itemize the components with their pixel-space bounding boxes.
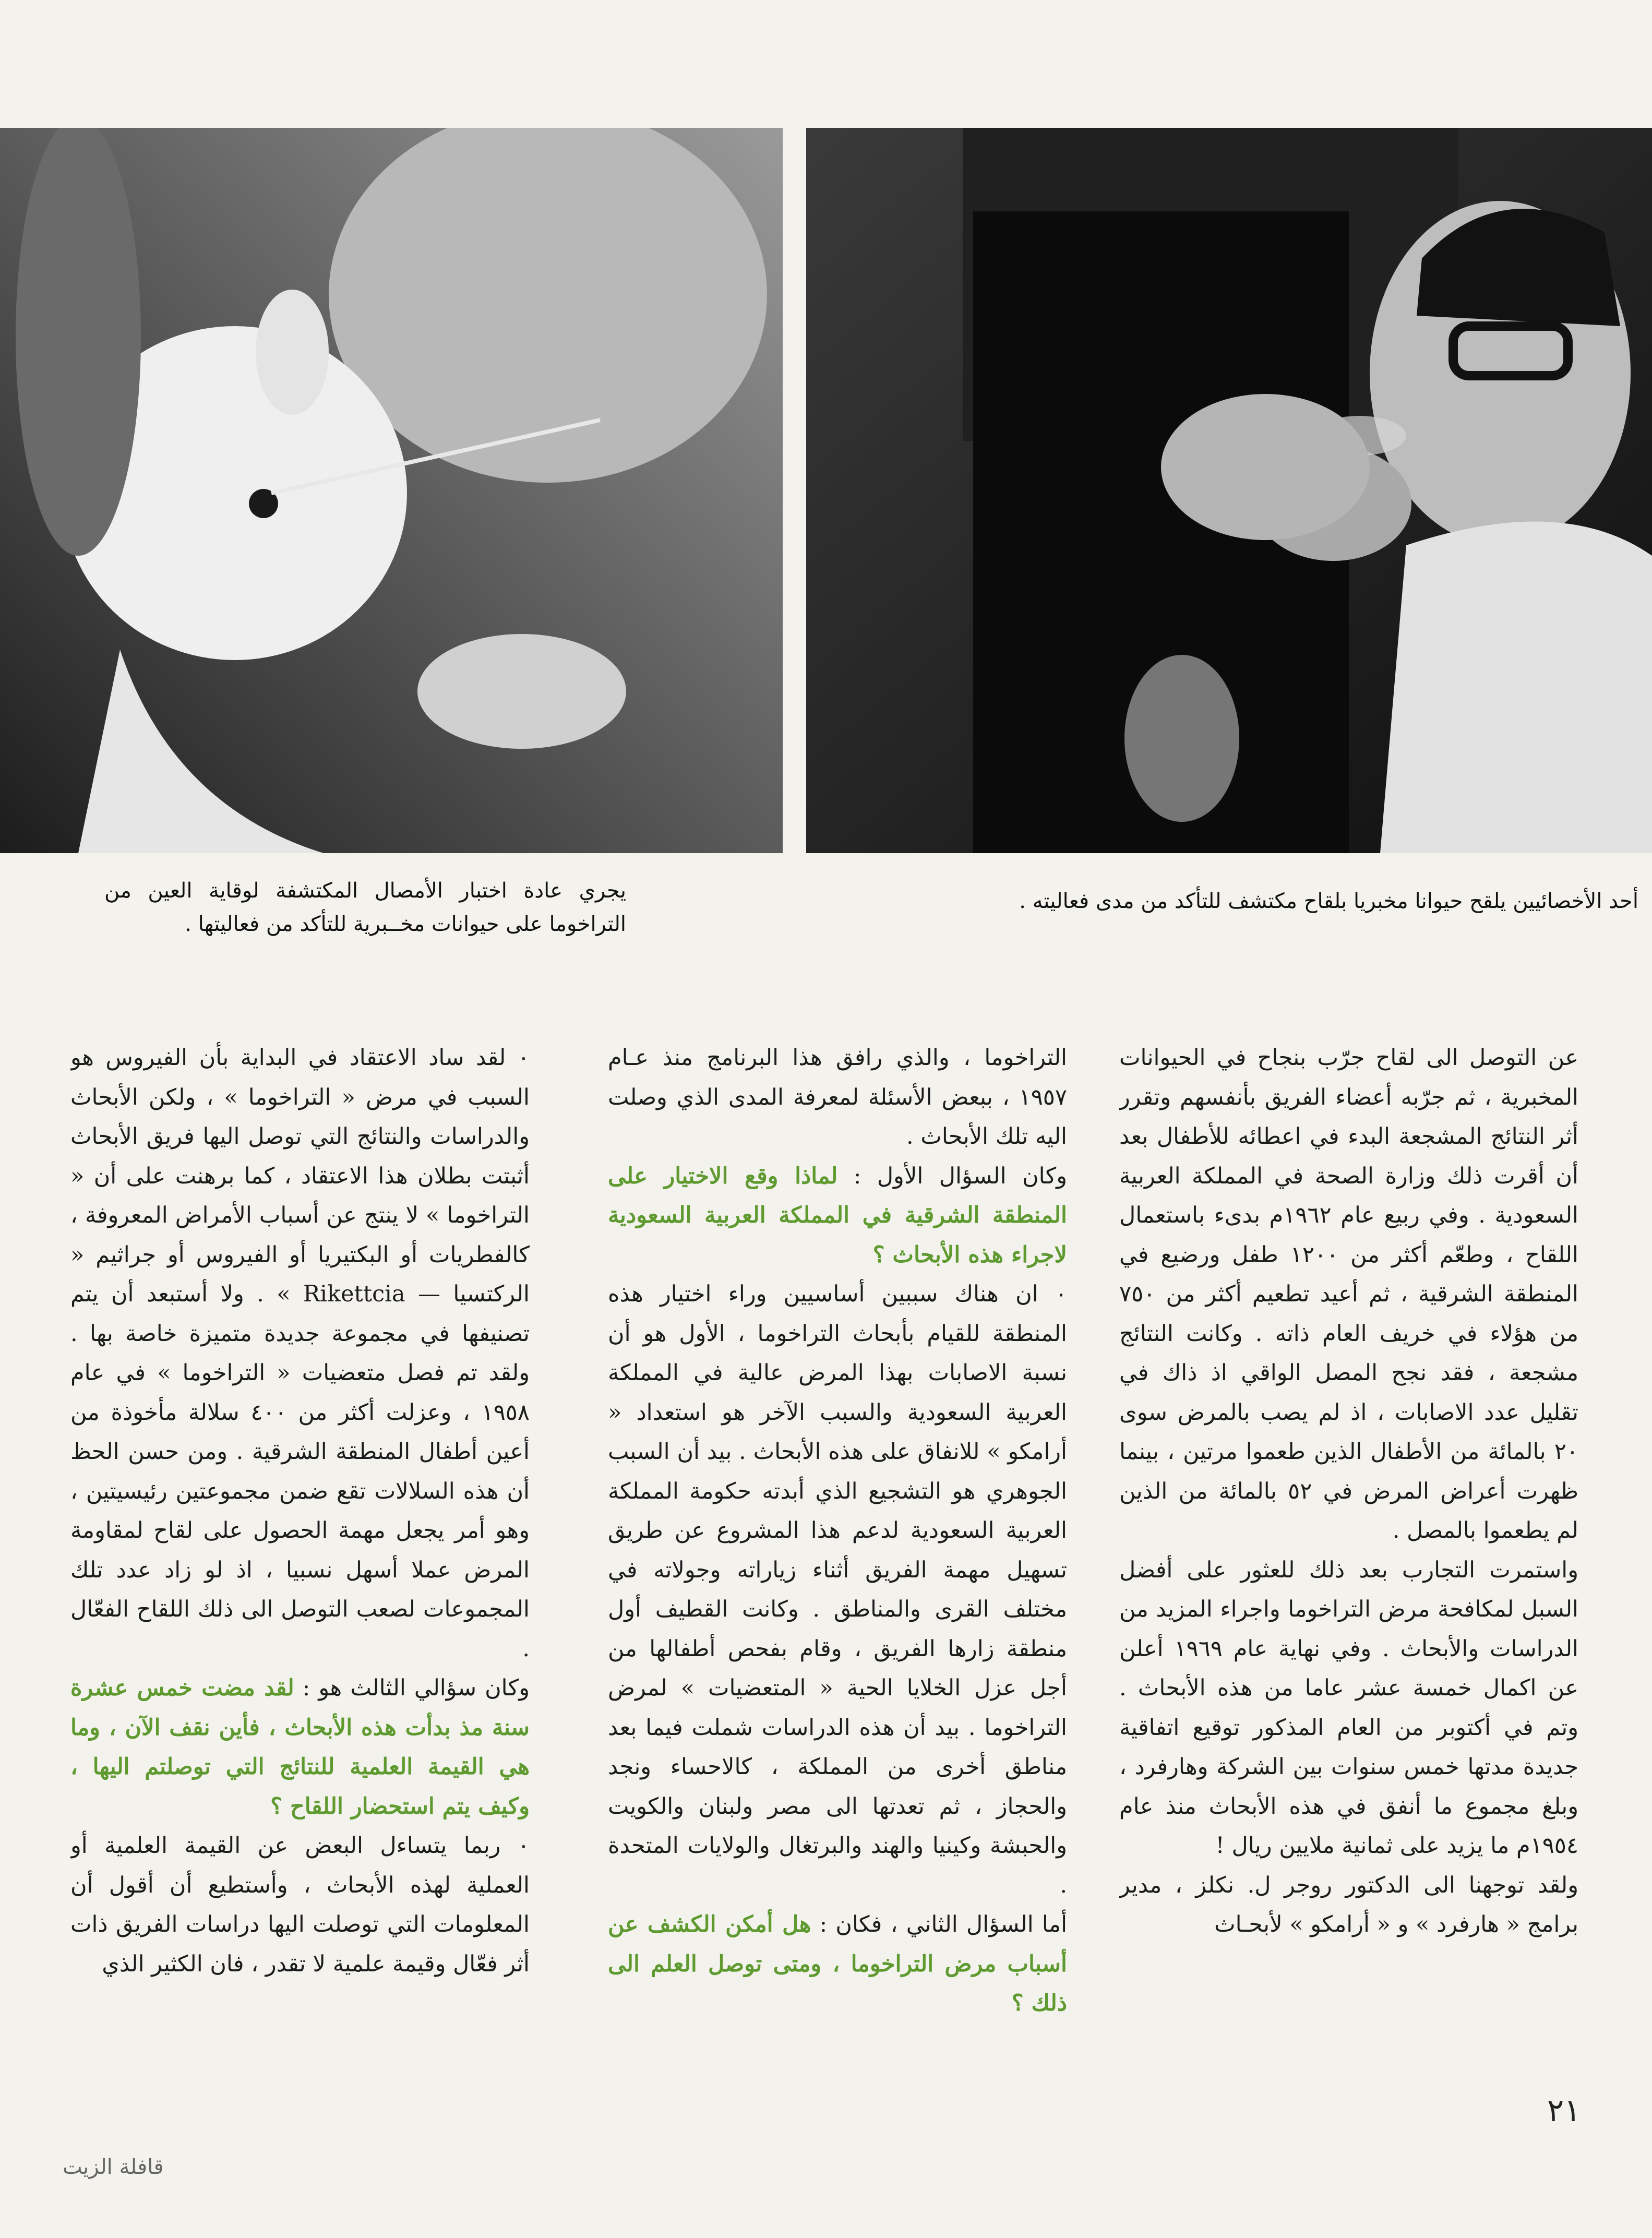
paragraph: ٠ لقد ساد الاعتقاد في البداية بأن الفيروس هو السبب في مرض « التراخوما » ، ولكن الأبحاث والدراسات والنتائج التي توصل اليها فريق الأبحاث أثبتت بطلان هذا الاعتقاد ، كما برهنت على أن « التراخوما » لا ينتج عن أسباب الأمراض المعروفة ، كالفطريات أو البكتيريا أو الفيروس أو جراثيم « الركتسيا — Rikettcia » . ولا أستبعد أن يتم تصنيفها في مجموعة جديدة متميزة خاصة بها . ولقد تم فصل متعضيات « التراخوما » في عام ١٩٥٨ ، وعزلت أكثر من ٤٠٠ سلالة مأخوذة من أعين أطفال المنطقة الشرقية . ومن حسن الحظ أن هذه السلالات تقع ضمن مجموعتين رئيسيتين ، وهو أمر يجعل مهمة الحصول على لقاح لمقاومة المرض عملا أسهل نسبيا ، اذ لو زاد عدد تلك المجموعات لصعب التوصل الى ذلك اللقاح الفعّال . [70, 1045, 530, 1662]
paragraph: ولقد توجهنا الى الدكتور روجر ل. نكلز ، مدير برامج « هارفرد » و « أرامكو » لأبحـاث [1119, 1872, 1578, 1937]
question-1: لماذا وقع الاختيار على المنطقة الشرقية في المملكة العربية السعودية لاجراء هذه الأبحاث ؟ [608, 1163, 1067, 1268]
article-column-2 [608, 1038, 1067, 2045]
question-intro: وكان السؤال الأول : [853, 1163, 1067, 1189]
page-number: ٢١ [1547, 2092, 1581, 2129]
question-intro: أما السؤال الثاني ، فكان : [819, 1911, 1067, 1937]
photo-caption-left: يجري عادة اختبار الأمصال المكتشفة لوقاية العين من التراخوما على حيوانات مخــبرية للتأكد من فعاليتها . [104, 879, 626, 936]
photo-scientist-injecting-animal [806, 128, 1652, 853]
photo-animal-image [0, 128, 783, 853]
paragraph: ٠ ربما يتساءل البعض عن القيمة العلمية أو العملية لهذه الأبحاث ، وأستطيع أن أقول أن المعلومات التي توصلت اليها دراسات الفريق ذات أثر فعّال وقيمة علمية لا تقدر ، فان الكثير الذي [70, 1833, 530, 1977]
photo-scientist-image [806, 128, 1652, 853]
paragraph: عن التوصل الى لقاح جرّب بنجاح في الحيوانات المخبرية ، ثم جرّبه أعضاء الفريق بأنفسهم وتقرر أثر النتائج المشجعة البدء في اعطائه للأطفال بعد أن أقرت ذلك وزارة الصحة في المملكة العربية السعودية . وفي ربيع عام ١٩٦٢م بدىء باستعمال اللقاح ، وطعّم أكثر من ١٢٠٠ طفل ورضيع في المنطقة الشرقية ، ثم أعيد تطعيم أكثر من ٧٥٠ من هؤلاء في خريف العام ذاته . وكانت النتائج مشجعة ، فقد نجح المصل الواقي اذ ذاك في تقليل عدد الاصابات ، اذ لم يصب بالمرض سوى ٢٠ بالمائة من الأطفال الذين طعموا مرتين ، بينما ظهرت أعراض المرض في ٥٢ بالمائة من الذين لم يطعموا بالمصل . [1119, 1045, 1578, 1543]
question-intro: وكان سؤالي الثالث هو : [302, 1675, 530, 1701]
paragraph: التراخوما ، والذي رافق هذا البرنامج منذ عـام ١٩٥٧ ، ببعض الأسئلة لمعرفة المدى الذي وصلت اليه تلك الأبحاث . [608, 1045, 1067, 1150]
photo-caption-right: أحد الأخصائيين يلقح حيوانا مخبريا بلقاح مكتشف للتأكد من مدى فعاليته . [1019, 889, 1638, 913]
question-2: هل أمكن الكشف عن أسباب مرض التراخوما ، ومتى توصل العلم الى ذلك ؟ [608, 1911, 1067, 2016]
article-column-3 [70, 1038, 530, 2045]
question-paragraph [608, 1905, 1067, 2024]
paragraph: واستمرت التجارب بعد ذلك للعثور على أفضل السبل لمكافحة مرض التراخوما واجراء المزيد من الدراسات والأبحاث . وفي نهاية عام ١٩٦٩ أعلن عن اكمال خمسة عشر عاما من هذه الأبحاث . وتم في أكتوبر من العام المذكور توقيع اتفاقية جديدة مدتها خمس سنوات بين الشركة وهارفرد ، وبلغ مجموع ما أنفق في هذه الأبحاث منذ عام ١٩٥٤م ما يزيد على ثمانية ملايين ريال ! [1119, 1557, 1578, 1859]
magazine-name: قافلة الزيت [63, 2155, 164, 2179]
question-paragraph [608, 1157, 1067, 1275]
paragraph: ٠ ان هناك سببين أساسيين وراء اختيار هذه المنطقة للقيام بأبحاث التراخوما ، الأول هو أن نسبة الاصابات بهذا المرض عالية في المملكة العربية السعودية والسبب الآخر هو استعداد « أرامكو » للانفاق على هذه الأبحاث . بيد أن السبب الجوهري هو التشجيع الذي أبدته حكومة المملكة العربية السعودية لدعم هذا المشروع عن طريق تسهيل مهمة الفريق أثناء زياراته وجولاته في مختلف القرى والمناطق . وكانت القطيف أول منطقة زارها الفريق ، وقام بفحص أطفالها من أجل عزل الخلايا الحية « المتعضيات » لمرض التراخوما . بيد أن هذه الدراسات شملت فيما بعد مناطق أخرى من المملكة ، كالاحساء ونجد والحجاز ، ثم تعدتها الى مصر ولبنان والكويت والحبشة وكينيا والهند والبرتغال والولايات المتحدة . [608, 1281, 1067, 1898]
question-paragraph [70, 1669, 530, 1826]
question-3: لقد مضت خمس عشرة سنة مذ بدأت هذه الأبحاث ، فأين نقف الآن ، وما هي القيمة العلمية للنتائج التي توصلتم اليها ، وكيف يتم استحضار اللقاح ؟ [70, 1675, 530, 1820]
article-column-1 [1119, 1038, 1578, 2045]
photo-lab-animal-eye-test [0, 128, 783, 853]
